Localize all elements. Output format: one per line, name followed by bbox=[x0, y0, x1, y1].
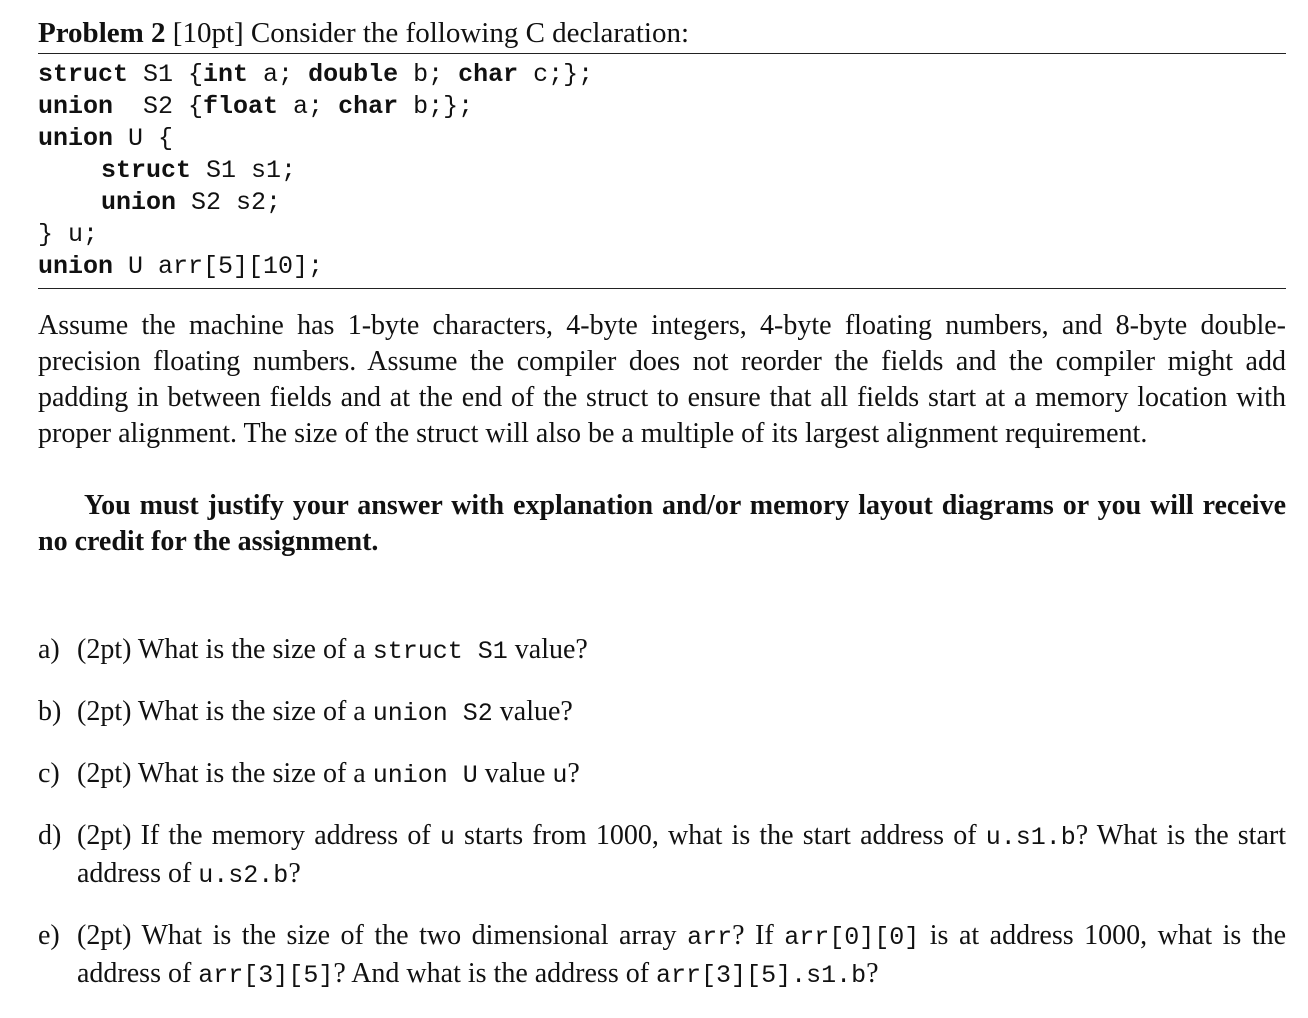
inline-code: u bbox=[552, 761, 568, 790]
question-text: (2pt) What is the size of a bbox=[77, 758, 373, 789]
question-label: e) bbox=[38, 920, 60, 951]
inline-code: union S2 bbox=[372, 699, 493, 728]
question-label: a) bbox=[38, 634, 60, 665]
code-line-struct-s1 bbox=[38, 59, 1286, 91]
question-text: value? bbox=[507, 634, 588, 665]
code-keyword: struct bbox=[101, 156, 192, 185]
question-text: value bbox=[477, 758, 553, 789]
code-keyword: union bbox=[38, 252, 114, 281]
inline-code: arr[3][5].s1.b bbox=[656, 961, 867, 990]
question-label: b) bbox=[38, 696, 62, 727]
code-keyword: struct bbox=[38, 60, 129, 89]
code-line-member-s2 bbox=[38, 187, 1286, 219]
code-text: S2 { bbox=[113, 92, 204, 121]
question-text: (2pt) What is the size of a bbox=[77, 634, 373, 665]
code-keyword: union bbox=[101, 188, 177, 217]
problem-heading bbox=[38, 14, 1286, 52]
question-a bbox=[38, 632, 1286, 670]
inline-code: struct S1 bbox=[372, 637, 508, 666]
code-line-union-u-close bbox=[38, 219, 1286, 251]
code-text: a; bbox=[278, 92, 339, 121]
question-list bbox=[38, 632, 1286, 994]
code-keyword: union bbox=[38, 124, 114, 153]
code-keyword: char bbox=[338, 92, 399, 121]
code-block bbox=[38, 54, 1286, 288]
question-text: ? And what is the address of bbox=[333, 958, 657, 989]
code-text: b; bbox=[398, 60, 459, 89]
code-line-member-s1 bbox=[38, 155, 1286, 187]
code-text: } u; bbox=[38, 220, 99, 249]
question-c bbox=[38, 756, 1286, 794]
question-text: ? If bbox=[732, 920, 785, 951]
code-keyword: double bbox=[308, 60, 399, 89]
problem-label: Problem 2 bbox=[38, 17, 166, 49]
question-label: d) bbox=[38, 820, 62, 851]
inline-code: u.s2.b bbox=[198, 861, 289, 890]
code-text: S1 s1; bbox=[191, 156, 297, 185]
code-line-union-u-open bbox=[38, 123, 1286, 155]
question-text: starts from 1000, what is the start address of bbox=[454, 820, 986, 851]
inline-code: u.s1.b bbox=[985, 823, 1076, 852]
question-e bbox=[38, 918, 1286, 994]
code-line-array-decl bbox=[38, 251, 1286, 283]
code-text: a; bbox=[248, 60, 309, 89]
question-text: is at address 1000, what is the address of bbox=[77, 920, 1287, 989]
code-keyword: union bbox=[38, 92, 114, 121]
question-text: (2pt) If the memory address of bbox=[77, 820, 440, 851]
bottom-divider bbox=[38, 288, 1286, 289]
problem-intro: Consider the following C declaration: bbox=[250, 17, 690, 49]
code-text: c;}; bbox=[518, 60, 594, 89]
inline-code: u bbox=[439, 823, 455, 852]
question-text: ? bbox=[567, 758, 580, 789]
question-b bbox=[38, 694, 1286, 732]
question-text: ? bbox=[288, 858, 301, 889]
code-keyword: int bbox=[203, 60, 249, 89]
inline-code: arr[0][0] bbox=[784, 923, 920, 952]
question-d bbox=[38, 818, 1286, 894]
code-line-union-s2 bbox=[38, 91, 1286, 123]
problem-points: [10pt] bbox=[172, 17, 244, 49]
code-text: S2 s2; bbox=[176, 188, 282, 217]
code-keyword: float bbox=[203, 92, 279, 121]
code-text: U arr[5][10]; bbox=[113, 252, 324, 281]
question-text: value? bbox=[492, 696, 573, 727]
question-text: (2pt) What is the size of the two dimensional array bbox=[77, 920, 688, 951]
code-text: S1 { bbox=[128, 60, 204, 89]
problem-page bbox=[38, 14, 1286, 1018]
code-text: U { bbox=[113, 124, 174, 153]
code-keyword: char bbox=[458, 60, 519, 89]
inline-code: arr bbox=[687, 923, 733, 952]
question-label: c) bbox=[38, 758, 60, 789]
question-text: (2pt) What is the size of a bbox=[77, 696, 373, 727]
inline-code: arr[3][5] bbox=[198, 961, 334, 990]
code-text: b;}; bbox=[398, 92, 474, 121]
justification-warning: You must justify your answer with explanation and/or memory layout diagrams or you will receive no credit for the assignment. bbox=[38, 490, 1286, 557]
question-text: ? bbox=[866, 958, 879, 989]
question-text: ? What is the start address of bbox=[77, 820, 1286, 889]
assumption-paragraph: Assume the machine has 1-byte characters, 4-byte integers, 4-byte floating numbers, and 8-byte double-precision floating numbers. Assume the compiler does not reorder the fields and the compiler might add padding in between fields and at the end of the struct to ensure that all fields start at a memory location with proper alignment. The size of the struct will also be a multiple of its largest alignment requirement. bbox=[38, 310, 1286, 449]
inline-code: union U bbox=[372, 761, 478, 790]
